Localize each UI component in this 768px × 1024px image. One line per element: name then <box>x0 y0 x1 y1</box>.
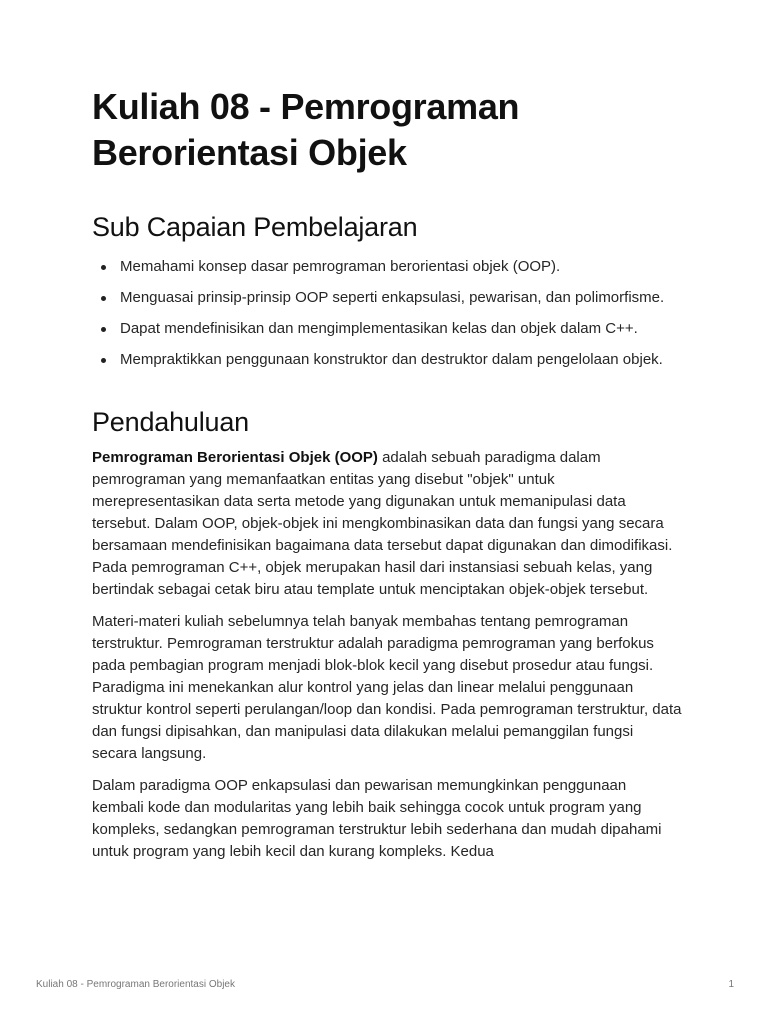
paragraph-intro <box>92 447 682 601</box>
list-item-text: Memahami konsep dasar pemrograman berorientasi objek (OOP). <box>120 258 561 275</box>
paragraph-structured: Materi-materi kuliah sebelumnya telah banyak membahas tentang pemrograman terstruktur. Pemrograman terstruktur adalah paradigma pemrograman yang berfokus pada pembagian program menjadi blok-blok kecil yang disebut prosedur atau fungsi. Paradigma ini menekankan alur kontrol yang jelas dan linear melalui penggunaan struktur kontrol seperti perulangan/loop dan kondisi. Pada pemrograman terstruktur, data dan fungsi dipisahkan, dan manipulasi data dilakukan melalui pemanggilan fungsi secara langsung. <box>92 613 682 762</box>
document-title: Kuliah 08 - Pemrograman Berorientasi Objek <box>92 86 520 173</box>
bullet-icon <box>101 327 106 332</box>
learning-goals-list <box>92 256 682 371</box>
list-item-text: Mempraktikkan penggunaan konstruktor dan destruktor dalam pengelolaan objek. <box>120 351 663 368</box>
section-heading-pendahuluan: Pendahuluan <box>92 407 249 437</box>
list-item <box>92 256 682 278</box>
list-item-text: Dapat mendefinisikan dan mengimplementasikan kelas dan objek dalam C++. <box>120 320 638 337</box>
bullet-icon <box>101 265 106 270</box>
section-heading-sub-capaian: Sub Capaian Pembelajaran <box>92 212 418 242</box>
paragraph-intro-bold: Pemrograman Berorientasi Objek (OOP) <box>92 449 378 466</box>
list-item-text: Menguasai prinsip-prinsip OOP seperti enkapsulasi, pewarisan, dan polimorfisme. <box>120 289 665 306</box>
document-page <box>92 84 682 863</box>
footer-title: Kuliah 08 - Pemrograman Berorientasi Objek <box>36 979 235 990</box>
bullet-icon <box>101 358 106 363</box>
paragraph-intro-text: adalah sebuah paradigma dalam pemrograman yang memanfaatkan entitas yang disebut "objek" untuk merepresentasikan data serta metode yang digunakan untuk memanipulasi data tersebut. Dalam OOP, objek-objek ini mengkombinasikan data dan fungsi yang secara bersamaan mendefinisikan bagaimana data tersebut dapat digunakan dan dimodifikasi. Pada pemrograman C++, objek merupakan hasil dari instansiasi sebuah kelas, yang bertindak sebagai cetak biru atau template untuk menciptakan objek-objek tersebut. <box>92 449 673 598</box>
list-item <box>92 318 682 340</box>
bullet-icon <box>101 296 106 301</box>
paragraph-comparison: Dalam paradigma OOP enkapsulasi dan pewarisan memungkinkan penggunaan kembali kode dan modularitas yang lebih baik sehingga cocok untuk program yang kompleks, sedangkan pemrograman terstruktur lebih sederhana dan mudah dipahami untuk program yang lebih kecil dan kurang kompleks. Kedua <box>92 777 662 860</box>
list-item <box>92 287 682 309</box>
footer-page-number: 1 <box>728 979 734 990</box>
list-item <box>92 349 682 371</box>
